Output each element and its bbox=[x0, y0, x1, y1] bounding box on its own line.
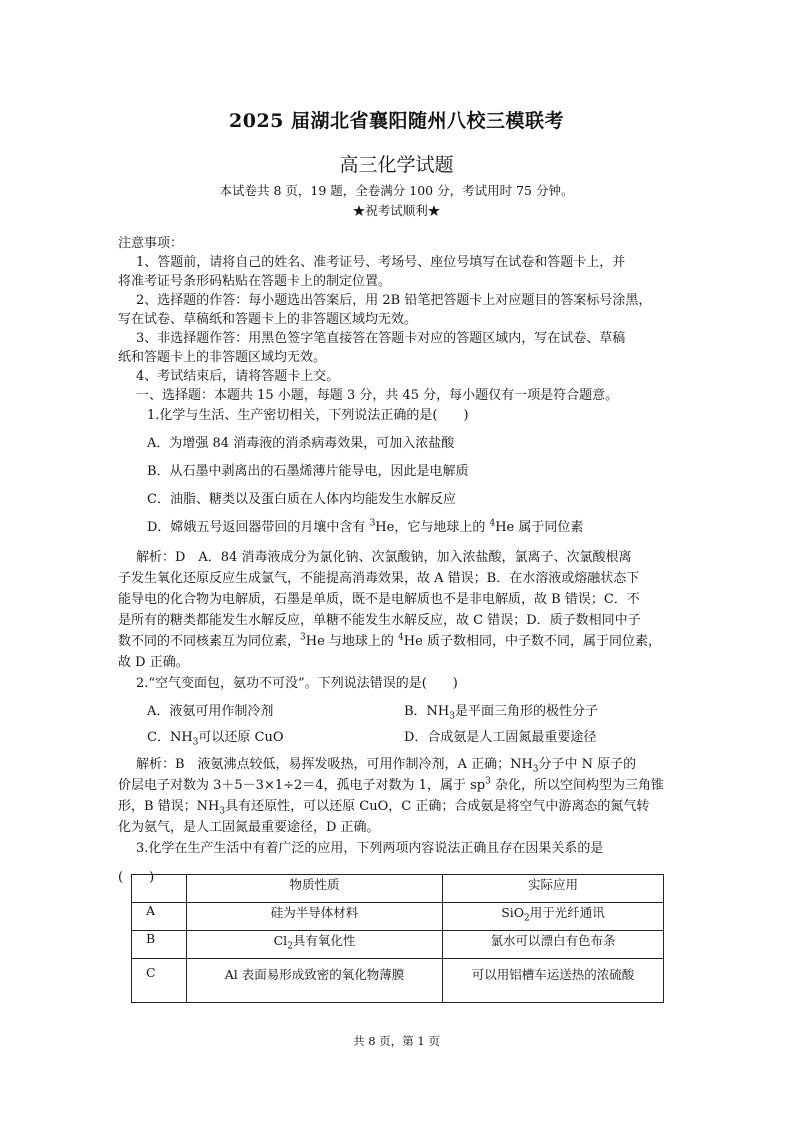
q3-table bbox=[131, 874, 664, 1003]
table-header-property: 物质性质 bbox=[187, 875, 443, 903]
table-cell-key: A bbox=[132, 903, 187, 931]
q2-option-a: A．液氨可用作制冷剂 bbox=[147, 704, 274, 719]
exam-title: 2025 届湖北省襄阳随州八校三模联考 bbox=[229, 110, 564, 132]
q1-answer-line: 子发生氧化还原反应生成氯气，不能提高消毒效果，故 A 错误；B．在水溶液或熔融状态下 bbox=[118, 571, 640, 586]
table-cell-key: C bbox=[132, 959, 187, 1003]
notice-line: 写在试卷、草稿纸和答题卡上的非答题区域均无效。 bbox=[118, 312, 418, 327]
notice-heading: 注意事项： bbox=[118, 236, 184, 251]
notice-line: 1、答题前，请将自己的姓名、准考证号、考场号、座位号填写在试卷和答题卡上，并 bbox=[136, 255, 626, 270]
table-cell-property: Al 表面易形成致密的氧化物薄膜 bbox=[187, 959, 443, 1003]
exam-subtitle: 高三化学试题 bbox=[339, 154, 454, 176]
table-row bbox=[132, 959, 664, 1003]
table-cell-application: 可以用铝槽车运送热的浓硫酸 bbox=[443, 959, 664, 1003]
q1-answer-line: 故 D 正确。 bbox=[118, 655, 189, 670]
table-cell-key: B bbox=[132, 931, 187, 959]
q2-answer-line: 形，B 错误；$NH_3$具有还原性，可以还原 CuO，C 正确；合成氨是将空气中游离态的氮气转 bbox=[118, 799, 650, 817]
table-cell-application: SiO$_2$用于光纤通讯 bbox=[443, 903, 664, 931]
q2-option-b: B．$NH_3$是平面三角形的极性分子 bbox=[404, 704, 599, 722]
q2-stem: 2.“空气变面包，氨功不可没”。下列说法错误的是( ) bbox=[136, 676, 458, 691]
q1-answer-line: 是所有的糖类都能发生水解反应，单糖不能发生水解反应，故 C 错误；D．质子数相同中子 bbox=[118, 613, 641, 628]
q2-answer-line: 化为氨气，是人工固氮最重要途径，D 正确。 bbox=[118, 820, 380, 835]
exam-info: 本试卷共 8 页，19 题，全卷满分 100 分，考试用时 75 分钟。 bbox=[219, 183, 574, 198]
notice-line: 将准考证号条形码粘贴在答题卡上的制定位置。 bbox=[118, 274, 392, 289]
q1-option-d: D．嫦娥五号返回器带回的月壤中含有 $^3$He，它与地球上的 $^4$He 属于同位素 bbox=[147, 518, 584, 535]
table-row bbox=[132, 903, 664, 931]
table-cell-property: 硅为半导体材料 bbox=[187, 903, 443, 931]
notice-line: 2、选择题的作答：每小题选出答案后，用 2B 铅笔把答题卡上对应题目的答案标号涂黑， bbox=[136, 293, 652, 308]
page-footer: 共 8 页，第 1 页 bbox=[353, 1034, 440, 1048]
q2-option-d: D．合成氨是人工固氮最重要途径 bbox=[404, 730, 597, 745]
table-cell-application: 氯水可以漂白有色布条 bbox=[443, 931, 664, 959]
notice-line: 4、考试结束后，请将答题卡上交。 bbox=[136, 369, 340, 384]
section-heading: 一、选择题：本题共 15 小题，每题 3 分，共 45 分，每小题仅有一项是符合题意。 bbox=[136, 388, 619, 403]
q2-answer-line: 解析：B 液氨沸点较低，易挥发吸热，可用作制冷剂，A 正确；$NH_3$分子中 N 原子的 bbox=[136, 757, 637, 775]
q3-stem: 3.化学在生产生活中有着广泛的应用，下列两项内容说法正确且存在因果关系的是 bbox=[136, 841, 604, 856]
q1-answer-line: 解析：D A．84 消毒液成分为氯化钠、次氯酸钠，加入浓盐酸，氯离子、次氯酸根离 bbox=[136, 550, 632, 565]
q1-option-c: C．油脂、糖类以及蛋白质在人体内均能发生水解反应 bbox=[147, 492, 456, 507]
q3-paren: ( ) bbox=[118, 870, 155, 885]
q2-option-c: C．$NH_3$可以还原 CuO bbox=[147, 730, 284, 748]
q1-answer-line: 能导电的化合物为电解质，石墨是单质，既不是电解质也不是非电解质，故 B 错误；C．不 bbox=[118, 592, 640, 607]
table-cell bbox=[132, 875, 187, 903]
notice-line: 3、非选择题作答：用黑色签字笔直接答在答题卡对应的答题区域内，写在试卷、草稿 bbox=[136, 331, 626, 346]
q1-option-a: A．为增强 84 消毒液的消杀病毒效果，可加入浓盐酸 bbox=[147, 436, 455, 451]
table-row bbox=[132, 931, 664, 959]
table-header-application: 实际应用 bbox=[443, 875, 664, 903]
q1-answer-line: 数不同的不同核素互为同位素，$^3$He 与地球上的 $^4$He 质子数相同，中子数不同，属于同位素， bbox=[118, 632, 661, 649]
table-header-row bbox=[132, 875, 664, 903]
q2-answer-line: 价层电子对数为 3＋5－3×1÷2＝4，孤电子对数为 1，属于 $sp^3$ 杂化，所以空间构型为三角锥 bbox=[118, 776, 664, 793]
q1-option-b: B．从石墨中剥离出的石墨烯薄片能导电，因此是电解质 bbox=[147, 464, 469, 479]
q1-stem: 1.化学与生活、生产密切相关，下列说法正确的是( ) bbox=[147, 408, 469, 423]
exam-wish: ★祝考试顺利★ bbox=[352, 203, 441, 218]
notice-line: 纸和答题卡上的非答题区域均无效。 bbox=[118, 350, 327, 365]
table-cell-property: $Cl_2$具有氧化性 bbox=[187, 931, 443, 959]
